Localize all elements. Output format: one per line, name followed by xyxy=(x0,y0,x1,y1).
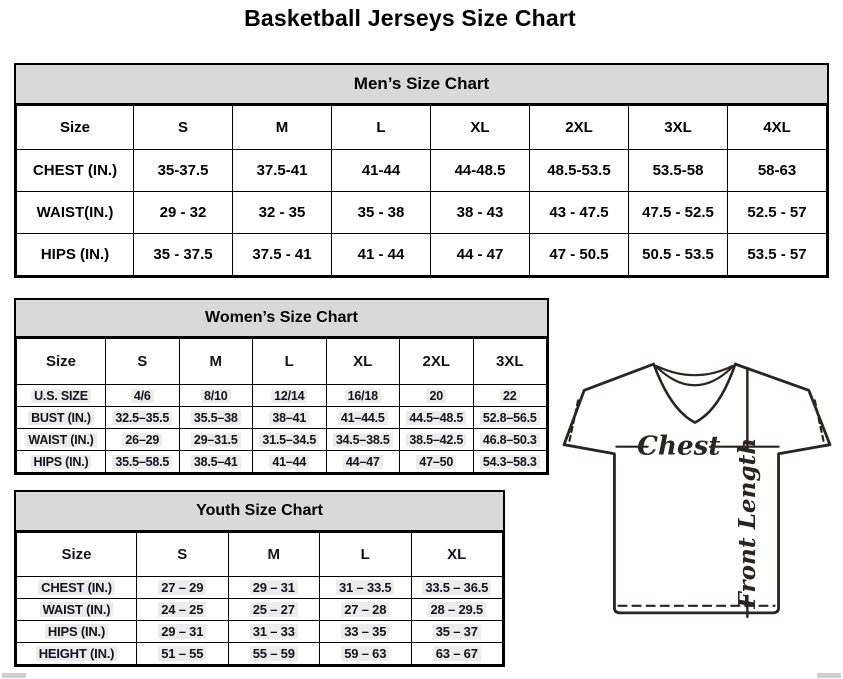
cell-text: 34.5–38.5 xyxy=(333,433,393,447)
cell-text: 47–50 xyxy=(416,455,456,469)
size-column-header xyxy=(728,106,827,150)
cell-text: 24 – 25 xyxy=(158,602,206,617)
cell-text: M xyxy=(267,546,280,563)
cell-text: HIPS (IN.) xyxy=(31,455,92,469)
size-column-header xyxy=(326,339,400,385)
cell-text: 33.5 – 36.5 xyxy=(422,580,491,595)
measurement-cell xyxy=(326,429,400,451)
cell-text: 50.5 - 53.5 xyxy=(642,246,714,263)
measurement-cell xyxy=(233,234,332,276)
measurement-cell xyxy=(400,429,474,451)
cell-text: Size xyxy=(61,546,92,563)
cell-text: 2XL xyxy=(422,353,450,370)
cell-text: 32.5–35.5 xyxy=(112,411,172,425)
cell-text: CHEST (IN.) xyxy=(32,162,118,179)
measurement-cell xyxy=(106,429,180,451)
size-column-header xyxy=(530,106,629,150)
cell-text: 46.8–50.3 xyxy=(480,433,540,447)
youth-size-chart-title: Youth Size Chart xyxy=(16,492,503,532)
size-column-header xyxy=(332,106,431,150)
size-column-header xyxy=(253,339,327,385)
measurement-row xyxy=(17,234,827,276)
cell-text: 38.5–41 xyxy=(191,455,241,469)
cell-text: 55 – 59 xyxy=(250,646,298,661)
measurement-cell xyxy=(228,577,320,599)
row-label xyxy=(17,621,137,643)
measurement-cell xyxy=(228,599,320,621)
measurement-cell xyxy=(106,385,180,407)
cell-text: 44-48.5 xyxy=(454,162,506,179)
size-column-header xyxy=(233,106,332,150)
cell-text: 25 – 27 xyxy=(250,602,298,617)
measurement-cell xyxy=(137,599,229,621)
mens-size-chart-title: Men’s Size Chart xyxy=(16,65,827,105)
cell-text: 29 – 31 xyxy=(158,624,206,639)
cell-text: 38.5–42.5 xyxy=(406,433,466,447)
scrollbar-fragment-left[interactable] xyxy=(2,673,26,678)
cell-text: 35 – 37 xyxy=(433,624,481,639)
cell-text: WAIST (IN.) xyxy=(40,602,114,617)
measurement-cell xyxy=(431,234,530,276)
measurement-row xyxy=(17,429,547,451)
measurement-cell xyxy=(400,451,474,473)
cell-text: U.S. SIZE xyxy=(31,389,91,403)
measurement-row xyxy=(17,451,547,473)
cell-text: 37.5 - 41 xyxy=(252,246,312,263)
cell-text: 29 – 31 xyxy=(250,580,298,595)
measurement-cell xyxy=(411,643,503,665)
cell-text: 3XL xyxy=(664,119,692,136)
cell-text: L xyxy=(360,546,370,563)
cell-text: 8/10 xyxy=(201,389,231,403)
measurement-cell xyxy=(134,234,233,276)
cell-text: WAIST(IN.) xyxy=(36,204,114,221)
cell-text: 47.5 - 52.5 xyxy=(642,204,714,221)
column-header-row xyxy=(17,106,827,150)
cell-text: 38 - 43 xyxy=(456,204,504,221)
cell-text: 31.5–34.5 xyxy=(259,433,319,447)
cell-text: 35 - 37.5 xyxy=(153,246,213,263)
cell-text: HIPS (IN.) xyxy=(40,246,110,263)
cell-text: 44.5–48.5 xyxy=(406,411,466,425)
cell-text: 41–44 xyxy=(269,455,309,469)
row-label xyxy=(17,451,106,473)
cell-text: BUST (IN.) xyxy=(28,411,94,425)
cell-text: 20 xyxy=(426,389,446,403)
size-column-header xyxy=(106,339,180,385)
measurement-cell xyxy=(629,234,728,276)
mens-size-chart xyxy=(14,63,829,278)
size-column-header xyxy=(629,106,728,150)
measurement-cell xyxy=(106,451,180,473)
cell-text: 48.5-53.5 xyxy=(547,162,611,179)
row-label xyxy=(17,385,106,407)
cell-text: 51 – 55 xyxy=(158,646,206,661)
measurement-cell xyxy=(326,451,400,473)
measurement-cell xyxy=(332,150,431,192)
row-label xyxy=(17,150,134,192)
row-label xyxy=(17,192,134,234)
measurement-cell xyxy=(233,150,332,192)
chest-label: Chest xyxy=(637,430,721,462)
size-header xyxy=(17,339,106,385)
cell-text: Size xyxy=(59,119,90,136)
cell-text: 38–41 xyxy=(269,411,309,425)
jersey-outline xyxy=(564,364,830,613)
measurement-row xyxy=(17,599,503,621)
cell-text: S xyxy=(177,119,188,136)
measurement-cell xyxy=(137,621,229,643)
cell-text: CHEST (IN.) xyxy=(38,580,115,595)
size-column-header xyxy=(137,533,229,577)
measurement-cell xyxy=(473,429,547,451)
size-column-header xyxy=(228,533,320,577)
measurement-cell xyxy=(473,407,547,429)
size-column-header xyxy=(431,106,530,150)
cell-text: 41-44 xyxy=(361,162,401,179)
measurement-cell xyxy=(320,621,412,643)
cell-text: XL xyxy=(353,353,373,370)
measurement-row xyxy=(17,192,827,234)
measurement-cell xyxy=(326,407,400,429)
cell-text: 53.5-58 xyxy=(652,162,704,179)
cell-text: XL xyxy=(470,119,490,136)
cell-text: 35.5–38 xyxy=(191,411,241,425)
measurement-cell xyxy=(134,192,233,234)
measurement-cell xyxy=(728,234,827,276)
measurement-cell xyxy=(728,150,827,192)
cell-text: L xyxy=(284,353,294,370)
measurement-row xyxy=(17,407,547,429)
cell-text: 47 - 50.5 xyxy=(549,246,609,263)
cell-text: 26–29 xyxy=(122,433,162,447)
measurement-cell xyxy=(179,451,253,473)
measurement-cell xyxy=(411,621,503,643)
size-column-header xyxy=(134,106,233,150)
measurement-cell xyxy=(228,621,320,643)
cell-text: 2XL xyxy=(565,119,593,136)
column-header-row xyxy=(17,339,547,385)
measurement-cell xyxy=(326,385,400,407)
cell-text: M xyxy=(209,353,222,370)
measurement-cell xyxy=(530,234,629,276)
column-header-row xyxy=(17,533,503,577)
cell-text: 37.5-41 xyxy=(256,162,308,179)
size-column-header xyxy=(473,339,547,385)
measurement-row xyxy=(17,643,503,665)
measurement-cell xyxy=(253,429,327,451)
size-header xyxy=(17,106,134,150)
measurement-cell xyxy=(332,234,431,276)
measurement-cell xyxy=(137,577,229,599)
cell-text: HIPS (IN.) xyxy=(45,624,108,639)
measurement-cell xyxy=(253,451,327,473)
jersey-measurement-diagram xyxy=(556,356,842,626)
measurement-cell xyxy=(629,150,728,192)
collar-inner-line-2 xyxy=(657,366,733,375)
cell-text: 4/6 xyxy=(131,389,154,403)
measurement-cell xyxy=(332,192,431,234)
measurement-cell xyxy=(137,643,229,665)
womens-size-table xyxy=(16,338,547,473)
cell-text: 63 – 67 xyxy=(433,646,481,661)
cell-text: S xyxy=(137,353,148,370)
cell-text: 41–44.5 xyxy=(338,411,388,425)
cell-text: 41 - 44 xyxy=(357,246,405,263)
cell-text: 16/18 xyxy=(345,389,381,403)
cell-text: 31 – 33 xyxy=(250,624,298,639)
youth-size-table xyxy=(16,532,503,665)
cell-text: 4XL xyxy=(763,119,791,136)
mens-size-table xyxy=(16,105,827,276)
measurement-cell xyxy=(400,385,474,407)
measurement-cell xyxy=(106,407,180,429)
womens-size-chart xyxy=(14,298,549,475)
cell-text: 43 - 47.5 xyxy=(549,204,609,221)
cell-text: 58-63 xyxy=(757,162,797,179)
cell-text: 33 – 35 xyxy=(341,624,389,639)
front-length-label: Front Length xyxy=(733,437,761,609)
row-label xyxy=(17,577,137,599)
measurement-cell xyxy=(473,451,547,473)
cell-text: HEIGHT (IN.) xyxy=(36,646,118,661)
row-label xyxy=(17,234,134,276)
measurement-cell xyxy=(179,385,253,407)
row-label xyxy=(17,429,106,451)
cell-text: 53.5 - 57 xyxy=(747,246,807,263)
measurement-cell xyxy=(400,407,474,429)
cell-text: 27 – 28 xyxy=(341,602,389,617)
measurement-row xyxy=(17,150,827,192)
cell-text: M xyxy=(275,119,289,136)
cell-text: 27 – 29 xyxy=(158,580,206,595)
measurement-cell xyxy=(179,429,253,451)
measurement-cell xyxy=(411,599,503,621)
row-label xyxy=(17,643,137,665)
cell-text: 35-37.5 xyxy=(157,162,209,179)
cell-text: S xyxy=(177,546,188,563)
cell-text: 52.5 - 57 xyxy=(747,204,807,221)
cell-text: 59 – 63 xyxy=(341,646,389,661)
size-column-header xyxy=(411,533,503,577)
measurement-cell xyxy=(411,577,503,599)
cell-text: 31 – 33.5 xyxy=(336,580,394,595)
cell-text: 32 - 35 xyxy=(258,204,306,221)
cell-text: 29–31.5 xyxy=(191,433,241,447)
measurement-cell xyxy=(431,192,530,234)
measurement-cell xyxy=(233,192,332,234)
measurement-cell xyxy=(629,192,728,234)
cell-text: 54.3–58.3 xyxy=(480,455,540,469)
cell-text: 28 – 29.5 xyxy=(428,602,486,617)
measurement-cell xyxy=(253,385,327,407)
measurement-cell xyxy=(320,599,412,621)
size-column-header xyxy=(400,339,474,385)
row-label xyxy=(17,407,106,429)
cell-text: 29 - 32 xyxy=(159,204,207,221)
cell-text: L xyxy=(376,119,386,136)
size-header xyxy=(17,533,137,577)
womens-size-chart-title: Women’s Size Chart xyxy=(16,300,547,338)
cell-text: 44 - 47 xyxy=(456,246,504,263)
cell-text: XL xyxy=(447,546,467,563)
measurement-cell xyxy=(228,643,320,665)
row-label xyxy=(17,599,137,621)
measurement-cell xyxy=(179,407,253,429)
measurement-cell xyxy=(253,407,327,429)
cell-text: 52.8–56.5 xyxy=(480,411,540,425)
cell-text: 35 - 38 xyxy=(357,204,405,221)
page-title: Basketball Jerseys Size Chart xyxy=(244,5,576,31)
cell-text: WAIST (IN.) xyxy=(25,433,96,447)
measurement-cell xyxy=(134,150,233,192)
cell-text: 3XL xyxy=(495,353,524,370)
youth-size-chart xyxy=(14,490,505,667)
scrollbar-fragment-right[interactable] xyxy=(817,673,841,678)
measurement-cell xyxy=(320,643,412,665)
cell-text: 35.5–58.5 xyxy=(112,455,172,469)
measurement-row xyxy=(17,621,503,643)
measurement-cell xyxy=(431,150,530,192)
cell-text: 22 xyxy=(500,389,520,403)
size-column-header xyxy=(320,533,412,577)
collar-v-line xyxy=(654,364,736,422)
measurement-row xyxy=(17,577,503,599)
measurement-row xyxy=(17,385,547,407)
measurement-cell xyxy=(530,150,629,192)
cell-text: Size xyxy=(45,353,76,370)
measurement-cell xyxy=(530,192,629,234)
cell-text: 12/14 xyxy=(271,389,307,403)
measurement-cell xyxy=(473,385,547,407)
measurement-cell xyxy=(728,192,827,234)
measurement-cell xyxy=(320,577,412,599)
cell-text: 44–47 xyxy=(343,455,383,469)
size-column-header xyxy=(179,339,253,385)
